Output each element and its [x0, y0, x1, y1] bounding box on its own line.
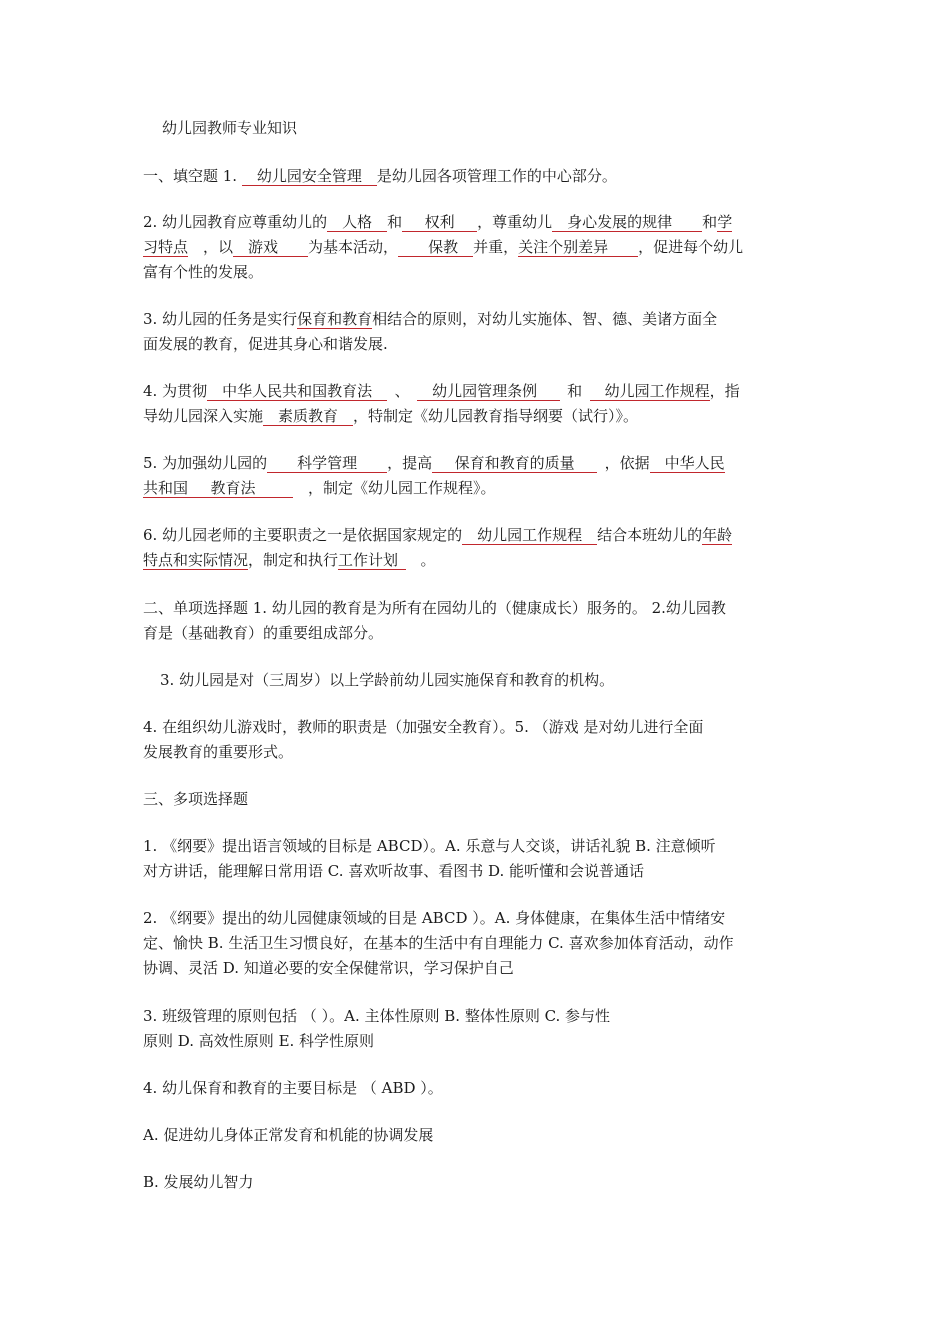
text: 6. 幼儿园老师的主要职责之一是依据国家规定的: [143, 526, 463, 544]
text: 4. 为贯彻: [143, 382, 208, 400]
text: 并重，: [473, 238, 519, 256]
answer-blank: 中华人民共和国教育法: [207, 382, 387, 401]
text: A. 促进幼儿身体正常发育和机能的协调发展: [143, 1126, 434, 1144]
answer-blank: 身心发展的规律: [552, 213, 702, 232]
answer-blank: 幼儿园工作规程: [590, 382, 710, 401]
text: 面发展的教育，促进其身心和谐发展.: [143, 335, 388, 353]
answer-blank: 学: [717, 213, 733, 231]
multi-choice-q3: [143, 1004, 811, 1054]
answer-blank: 保教: [398, 238, 473, 257]
text: ，促进每个幼儿: [638, 238, 744, 256]
text: 3. 班级管理的原则包括 （ ）。A. 主体性原则 B. 整体性原则 C. 参与性: [143, 1007, 611, 1025]
text: 、: [394, 382, 410, 400]
answer-blank: 中华人民: [650, 454, 725, 473]
multi-choice-q4-option-a: [143, 1123, 811, 1148]
fill-question-1: [143, 164, 811, 189]
text: 一、填空题 1.: [143, 167, 238, 185]
answer-blank: 幼儿园管理条例: [417, 382, 560, 401]
text: ，制定《幼儿园工作规程》。: [308, 479, 496, 497]
text: ，指: [709, 382, 740, 400]
single-choice-q3: [160, 668, 828, 693]
answer-blank: 关注个别差异: [518, 238, 638, 257]
multi-choice-q2: [143, 906, 811, 981]
text: 和: [702, 213, 718, 231]
text: 二、单项选择题 1. 幼儿园的教育是为所有在园幼儿的（健康成长）服务的。 2.幼儿园教: [143, 599, 726, 617]
text: 和: [567, 382, 583, 400]
fill-question-3: [143, 307, 811, 357]
multi-choice-q1: [143, 834, 811, 884]
text: 富有个性的发展。: [143, 263, 264, 281]
fill-question-2: [143, 210, 811, 285]
single-choice-section: [143, 596, 811, 646]
section-heading: 三、多项选择题: [143, 790, 249, 808]
text: 原则 D. 高效性原则 E. 科学性原则: [143, 1032, 375, 1050]
text: 是幼儿园各项管理工作的中心部分。: [376, 167, 617, 185]
text: 3. 幼儿园的任务是实行: [143, 310, 298, 328]
answer-blank: 保育和教育的质量: [432, 454, 597, 473]
text: ，制定和执行: [248, 551, 339, 569]
text: 4. 在组织幼儿游戏时，教师的职责是（加强安全教育）。5. （游戏 是对幼儿进行全面: [143, 718, 704, 736]
text: 。: [420, 551, 436, 569]
answer-blank: 科学管理: [267, 454, 387, 473]
answer-blank: 年龄: [702, 526, 733, 544]
document-title: 幼儿园教师专业知识: [162, 119, 298, 137]
text: ，依据: [604, 454, 650, 472]
text: ，以: [203, 238, 234, 256]
text: ，尊重幼儿: [477, 213, 553, 231]
text: 1. 《纲要》提出语言领域的目标是 ABCD）。A. 乐意与人交谈，讲话礼貌 B. 注意倾听: [143, 837, 716, 855]
multi-choice-q4: [143, 1076, 811, 1101]
answer-blank: 游戏: [233, 238, 308, 257]
answer-blank: 工作计划: [338, 551, 406, 570]
text: ，特制定《幼儿园教育指导纲要（试行）》。: [353, 407, 639, 425]
answer-blank: 习特点: [143, 238, 189, 256]
fill-question-6: [143, 523, 811, 573]
text: 为基本活动，: [308, 238, 399, 256]
answer-blank: 人格: [327, 213, 387, 232]
text: 协调、灵活 D. 知道必要的安全保健常识，学习保护自己: [143, 959, 514, 977]
text: 结合本班幼儿的: [597, 526, 703, 544]
answer-blank: 幼儿园安全管理: [242, 167, 377, 186]
single-choice-q4-q5: [143, 715, 811, 765]
text: B. 发展幼儿智力: [143, 1173, 254, 1191]
text: 定、愉快 B. 生活卫生习惯良好，在基本的生活中有自理能力 C. 喜欢参加体育活动，动作: [143, 934, 734, 952]
text: 2. 《纲要》提出的幼儿园健康领域的目是 ABCD ）。A. 身体健康，在集体生活中情绪安: [143, 909, 726, 927]
text: 对方讲话，能理解日常用语 C. 喜欢听故事、看图书 D. 能听懂和会说普通话: [143, 862, 645, 880]
text: 和: [387, 213, 403, 231]
answer-blank: 素质教育: [263, 407, 353, 426]
text: 4. 幼儿保育和教育的主要目标是 （ ABD ）。: [143, 1079, 443, 1097]
text: 3. 幼儿园是对（三周岁）以上学龄前幼儿园实施保育和教育的机构。: [160, 671, 615, 689]
fill-question-5: [143, 451, 811, 501]
answer-blank: 保育和教育: [297, 310, 373, 328]
text: 2. 幼儿园教育应尊重幼儿的: [143, 213, 328, 231]
text: 5. 为加强幼儿园的: [143, 454, 268, 472]
text: 导幼儿园深入实施: [143, 407, 264, 425]
text: ，提高: [387, 454, 433, 472]
text: 育是（基础教育）的重要组成部分。: [143, 624, 384, 642]
answer-blank: 权利: [402, 213, 477, 232]
answer-blank: 共和国 教育法: [143, 479, 293, 498]
answer-blank: 特点和实际情况: [143, 551, 249, 569]
answer-blank: 幼儿园工作规程: [462, 526, 597, 545]
text: 发展教育的重要形式。: [143, 743, 294, 761]
multi-choice-heading: [143, 787, 811, 812]
multi-choice-q4-option-b: [143, 1170, 811, 1195]
text: 相结合的原则，对幼儿实施体、智、德、美诸方面全: [372, 310, 718, 328]
fill-question-4: [143, 379, 811, 429]
